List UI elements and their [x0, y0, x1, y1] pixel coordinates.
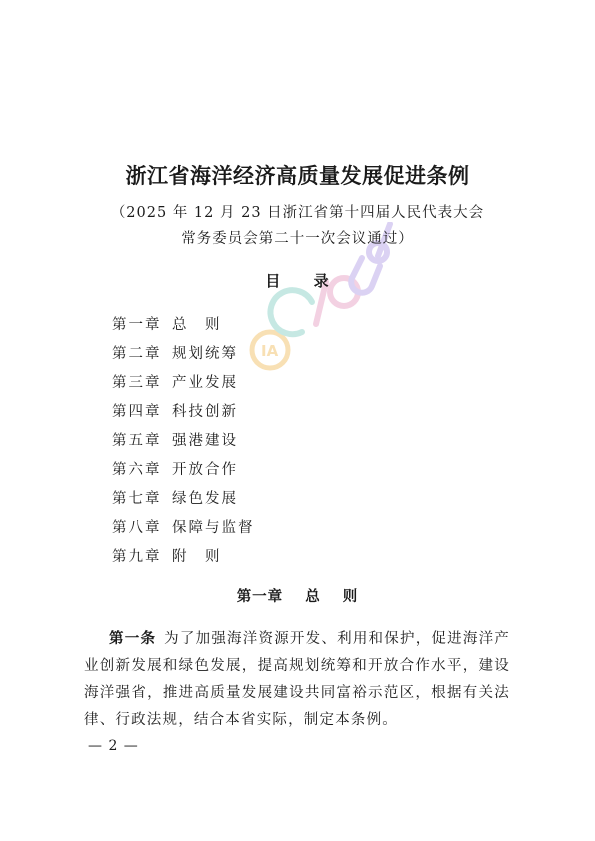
toc-chapter-name: 保障与监督	[172, 520, 255, 536]
toc-item	[112, 342, 255, 371]
watermark-badge-text: IA	[261, 342, 279, 360]
toc-chapter-number: 第五章	[112, 433, 162, 449]
toc-item	[112, 487, 255, 516]
toc-chapter-name: 附 则	[172, 549, 222, 565]
toc-chapter-number: 第四章	[112, 404, 162, 420]
toc-item	[112, 458, 255, 487]
toc-chapter-name: 开放合作	[172, 462, 238, 478]
toc-item	[112, 313, 255, 342]
article-paragraph	[84, 626, 510, 734]
toc-item	[112, 400, 255, 429]
toc-chapter-name: 科技创新	[172, 404, 238, 420]
toc-item	[112, 545, 255, 574]
toc-item	[112, 516, 255, 545]
chapter-heading: 第一章 总 则	[236, 589, 359, 605]
toc-chapter-number: 第七章	[112, 491, 162, 507]
toc-chapter-name: 产业发展	[172, 375, 238, 391]
toc-chapter-number: 第二章	[112, 346, 162, 362]
table-of-contents	[112, 313, 255, 574]
article-label: 第一条	[109, 631, 157, 647]
adoption-note-line2: 常务委员会第二十一次会议通过）	[181, 231, 414, 247]
toc-chapter-number: 第一章	[112, 317, 162, 333]
article-text: 为了加强海洋资源开发、利用和保护，促进海洋产业创新发展和绿色发展，提高规划统筹和开放合作水平，建设海洋强省，推进高质量发展建设共同富裕示范区，根据有关法律、行政法规，结合本省实际，制定本条例。	[84, 631, 510, 728]
toc-chapter-number: 第九章	[112, 549, 162, 565]
toc-chapter-name: 绿色发展	[172, 491, 238, 507]
toc-item	[112, 371, 255, 400]
toc-item	[112, 429, 255, 458]
toc-chapter-number: 第八章	[112, 520, 162, 536]
toc-chapter-number: 第三章	[112, 375, 162, 391]
adoption-note-line1: （2025 年 12 月 23 日浙江省第十四届人民代表大会	[110, 205, 485, 221]
toc-chapter-name: 规划统筹	[172, 346, 238, 362]
page-number: — 2 —	[88, 738, 139, 754]
toc-chapter-number: 第六章	[112, 462, 162, 478]
document-title: 浙江省海洋经济高质量发展促进条例	[125, 164, 470, 188]
toc-chapter-name: 总 则	[172, 317, 222, 333]
toc-heading: 目 录	[265, 272, 330, 290]
toc-chapter-name: 强港建设	[172, 433, 238, 449]
